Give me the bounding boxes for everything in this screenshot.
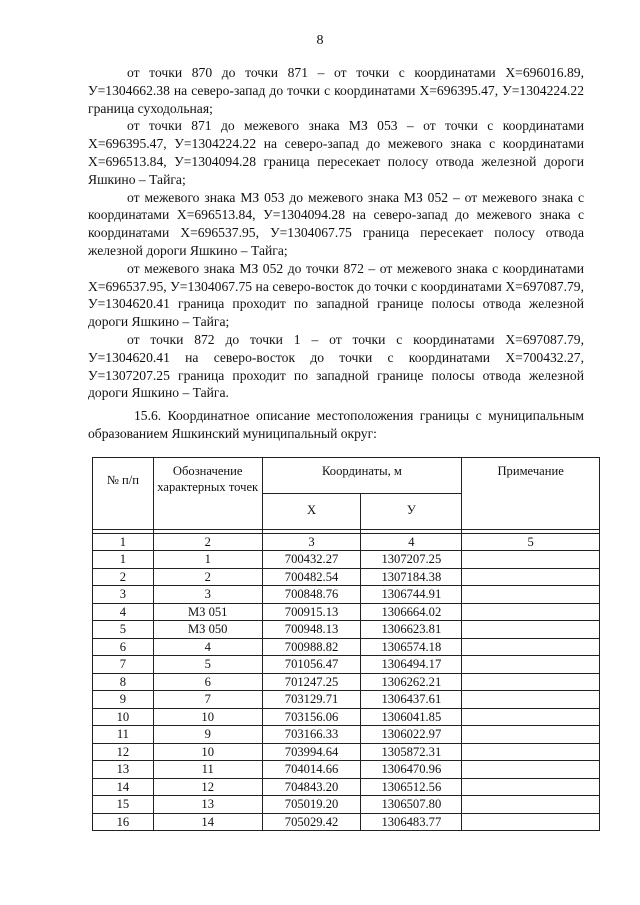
column-number: 1 [93, 534, 154, 551]
column-number: 5 [462, 534, 600, 551]
table-row [93, 813, 600, 831]
cell-note [462, 796, 600, 814]
cell-y: 1306041.85 [361, 708, 462, 726]
cell-x: 704014.66 [262, 761, 361, 779]
header-coordinates: Координаты, м [262, 458, 462, 494]
cell-x: 701056.47 [262, 656, 361, 674]
table-row [93, 638, 600, 656]
cell-x: 703156.06 [262, 708, 361, 726]
cell-point: 10 [153, 708, 262, 726]
boundary-description [88, 64, 584, 402]
cell-x: 700915.13 [262, 603, 361, 621]
cell-note [462, 708, 600, 726]
table-row [93, 743, 600, 761]
cell-num: 10 [93, 708, 154, 726]
cell-x: 700482.54 [262, 568, 361, 586]
cell-num: 1 [93, 551, 154, 569]
table-row [93, 586, 600, 604]
cell-point: 4 [153, 638, 262, 656]
column-number: 2 [153, 534, 262, 551]
cell-y: 1306494.17 [361, 656, 462, 674]
cell-note [462, 638, 600, 656]
table-row [93, 691, 600, 709]
cell-num: 7 [93, 656, 154, 674]
table-row [93, 761, 600, 779]
cell-point: 12 [153, 778, 262, 796]
cell-point: 5 [153, 656, 262, 674]
cell-point: 14 [153, 813, 262, 831]
table-row [93, 621, 600, 639]
column-number-row [93, 534, 600, 551]
cell-note [462, 568, 600, 586]
cell-x: 705019.20 [262, 796, 361, 814]
cell-y: 1306437.61 [361, 691, 462, 709]
cell-note [462, 743, 600, 761]
cell-point: 7 [153, 691, 262, 709]
table-row [93, 796, 600, 814]
cell-y: 1306623.81 [361, 621, 462, 639]
cell-num: 8 [93, 673, 154, 691]
cell-note [462, 621, 600, 639]
paragraph: от точки 870 до точки 871 – от точки с координатами Х=696016.89, У=1304662.38 на северо-запад до точки с координатами Х=696395.47, У=1304224.22 граница суходольная; [88, 65, 584, 116]
page-number: 8 [316, 33, 324, 48]
header-designation: Обозначение характерных точек [153, 458, 262, 530]
cell-x: 703129.71 [262, 691, 361, 709]
cell-x: 700948.13 [262, 621, 361, 639]
column-number: 3 [262, 534, 361, 551]
cell-num: 6 [93, 638, 154, 656]
table-row [93, 673, 600, 691]
cell-x: 705029.42 [262, 813, 361, 831]
cell-x: 700988.82 [262, 638, 361, 656]
cell-x: 703166.33 [262, 726, 361, 744]
cell-y: 1306507.80 [361, 796, 462, 814]
cell-note [462, 603, 600, 621]
cell-y: 1307207.25 [361, 551, 462, 569]
header-note: Примечание [462, 458, 600, 530]
cell-note [462, 551, 600, 569]
table-row [93, 778, 600, 796]
cell-note [462, 778, 600, 796]
cell-point: 1 [153, 551, 262, 569]
cell-point: МЗ 051 [153, 603, 262, 621]
cell-num: 3 [93, 586, 154, 604]
header-num: № п/п [93, 458, 154, 530]
table-row [93, 603, 600, 621]
cell-num: 15 [93, 796, 154, 814]
cell-num: 16 [93, 813, 154, 831]
cell-num: 13 [93, 761, 154, 779]
cell-num: 9 [93, 691, 154, 709]
table-row [93, 568, 600, 586]
cell-y: 1306512.56 [361, 778, 462, 796]
cell-x: 704843.20 [262, 778, 361, 796]
cell-y: 1306744.91 [361, 586, 462, 604]
cell-note [462, 813, 600, 831]
header-y: У [361, 494, 462, 530]
cell-note [462, 726, 600, 744]
section-heading [88, 407, 584, 443]
cell-y: 1306483.77 [361, 813, 462, 831]
cell-y: 1306022.97 [361, 726, 462, 744]
cell-y: 1307184.38 [361, 568, 462, 586]
paragraph: от точки 872 до точки 1 – от точки с координатами Х=697087.79, У=1304620.41 на северо-восток до точки с координатами Х=700432.27, У=1307207.25 граница проходит по западной границе полосы отвода железной дороги Яшкино – Тайга. [88, 331, 584, 401]
cell-point: 6 [153, 673, 262, 691]
cell-x: 700432.27 [262, 551, 361, 569]
cell-point: 3 [153, 586, 262, 604]
cell-y: 1306664.02 [361, 603, 462, 621]
cell-point: МЗ 050 [153, 621, 262, 639]
header-x: Х [262, 494, 361, 530]
cell-note [462, 586, 600, 604]
cell-point: 2 [153, 568, 262, 586]
table-row [93, 656, 600, 674]
coordinates-table [92, 457, 600, 831]
section-heading-text: 15.6. Координатное описание местоположения границы с муниципальным образованием Яшкинский муниципальный округ: [88, 408, 584, 441]
cell-point: 13 [153, 796, 262, 814]
cell-num: 4 [93, 603, 154, 621]
cell-x: 701247.25 [262, 673, 361, 691]
cell-x: 703994.64 [262, 743, 361, 761]
paragraph: от точки 871 до межевого знака МЗ 053 – от точки с координатами Х=696395.47, У=1304224.22 на северо-запад до межевого знака с координатами Х=696513.84, У=1304094.28 граница пересекает полосу отвода железной дороги Яшкино – Тайга; [88, 118, 584, 187]
cell-x: 700848.76 [262, 586, 361, 604]
cell-note [462, 656, 600, 674]
cell-y: 1306470.96 [361, 761, 462, 779]
cell-point: 10 [153, 743, 262, 761]
cell-point: 9 [153, 726, 262, 744]
cell-point: 11 [153, 761, 262, 779]
table-row [93, 726, 600, 744]
paragraph: от межевого знака МЗ 053 до межевого знака МЗ 052 – от межевого знака с координатами Х=696513.84, У=1304094.28 на северо-запад до межевого знака с координатами Х=696537.95, У=1304067.75 граница пересекает полосу отвода железной дороги Яшкино – Тайга; [88, 189, 584, 258]
table-body [93, 551, 600, 831]
cell-num: 5 [93, 621, 154, 639]
cell-y: 1306574.18 [361, 638, 462, 656]
column-number: 4 [361, 534, 462, 551]
cell-note [462, 673, 600, 691]
table-row [93, 551, 600, 569]
paragraph: от межевого знака МЗ 052 до точки 872 – от межевого знака с координатами Х=696537.95, У=1304067.75 на северо-восток до точки с координатами Х=697087.79, У=1304620.41 граница проходит по западной границе полосы отвода железной дороги Яшкино – Тайга; [88, 260, 584, 330]
cell-note [462, 691, 600, 709]
cell-num: 14 [93, 778, 154, 796]
cell-num: 2 [93, 568, 154, 586]
cell-num: 11 [93, 726, 154, 744]
cell-num: 12 [93, 743, 154, 761]
cell-note [462, 761, 600, 779]
table-row [93, 708, 600, 726]
cell-y: 1305872.31 [361, 743, 462, 761]
cell-y: 1306262.21 [361, 673, 462, 691]
